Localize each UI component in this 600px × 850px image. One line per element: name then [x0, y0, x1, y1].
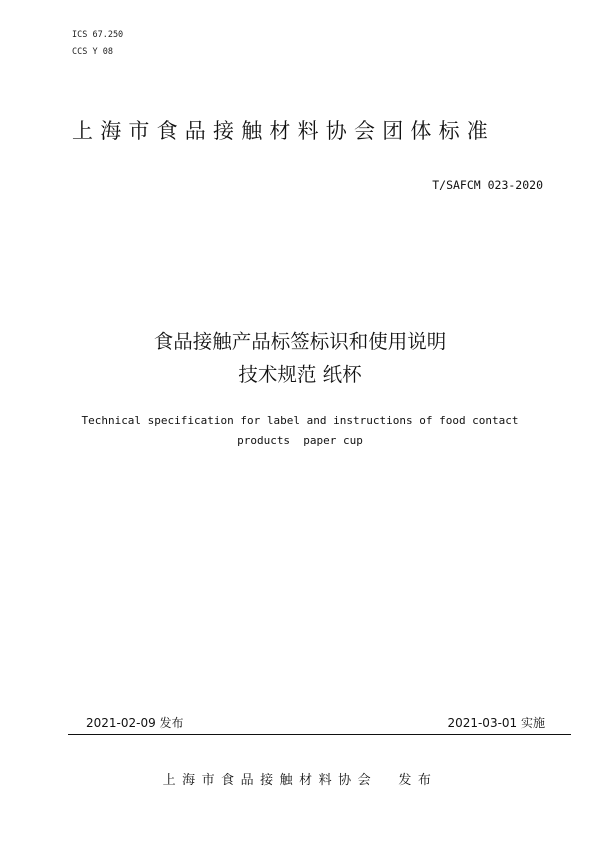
publish-date: 2021-02-09 发布 — [86, 716, 184, 730]
ics-code: ICS 67.250 — [72, 30, 124, 40]
standard-number: T/SAFCM 023-2020 — [432, 178, 543, 192]
document-title-english-line-1: Technical specification for label and instructions of food contact — [81, 414, 519, 427]
implementation-date: 2021-03-01 实施 — [447, 716, 545, 730]
publisher-line: 上海市食品接触材料协会 发布 — [162, 773, 438, 788]
horizontal-divider — [68, 734, 571, 735]
association-standard-heading: 上海市食品接触材料协会团体标准 — [72, 119, 495, 143]
document-title-chinese-line-2: 技术规范 纸杯 — [238, 363, 362, 386]
document-title-chinese-line-1: 食品接触产品标签标识和使用说明 — [153, 330, 447, 353]
document-title-english-line-2: products paper cup — [237, 434, 363, 447]
ccs-code: CCS Y 08 — [72, 47, 113, 57]
